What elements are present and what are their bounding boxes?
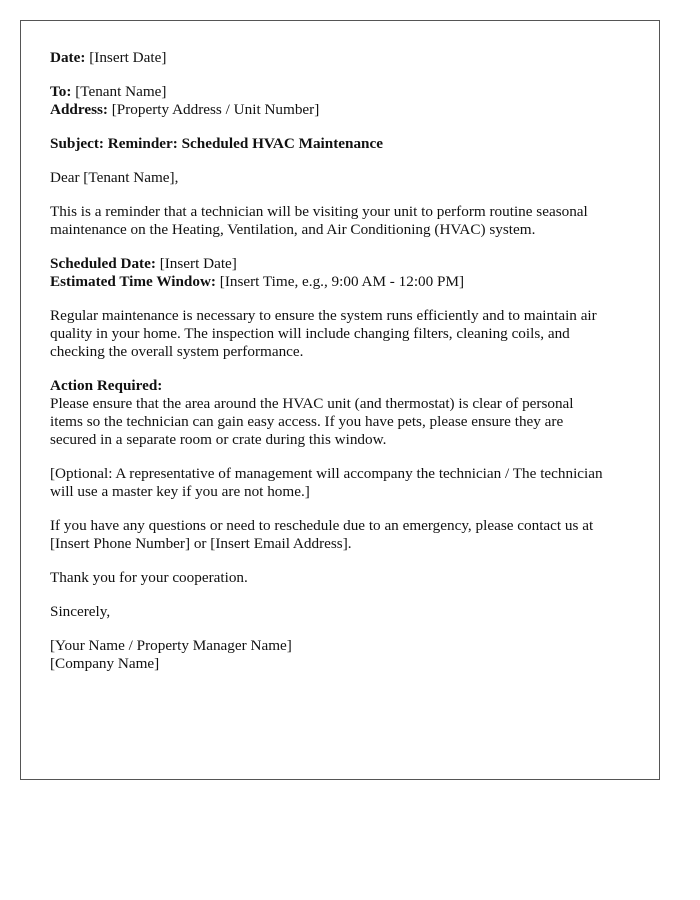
scheduled-date-value: [Insert Date] bbox=[159, 255, 237, 272]
thanks-line: Thank you for your cooperation. bbox=[50, 569, 248, 586]
action-line: Please ensure that the area around the HVAC unit (and thermostat) is clear of personal bbox=[50, 395, 574, 412]
maintenance-line: quality in your home. The inspection will include changing filters, cleaning coils, and bbox=[50, 325, 570, 342]
salutation: Dear [Tenant Name], bbox=[50, 169, 179, 186]
address-line bbox=[50, 101, 640, 119]
intro-paragraph bbox=[50, 203, 640, 239]
to-line bbox=[50, 83, 640, 101]
signature-company: [Company Name] bbox=[50, 655, 160, 672]
optional-line: [Optional: A representative of management will accompany the technician / The technician bbox=[50, 465, 603, 482]
maintenance-line: checking the overall system performance. bbox=[50, 343, 304, 360]
address-value: [Property Address / Unit Number] bbox=[111, 101, 320, 118]
header-block bbox=[50, 49, 640, 67]
date-value: [Insert Date] bbox=[89, 49, 167, 66]
letter-body bbox=[50, 49, 640, 689]
scheduled-date-label: Scheduled Date: bbox=[50, 255, 156, 272]
contact-line: [Insert Phone Number] or [Insert Email Address]. bbox=[50, 535, 352, 552]
closing-line: Sincerely, bbox=[50, 603, 111, 620]
intro-line: maintenance on the Heating, Ventilation, and Air Conditioning (HVAC) system. bbox=[50, 221, 536, 238]
recipient-block bbox=[50, 83, 640, 119]
maintenance-paragraph bbox=[50, 307, 640, 361]
letter-page bbox=[20, 20, 660, 780]
time-window-value: [Insert Time, e.g., 9:00 AM - 12:00 PM] bbox=[219, 273, 465, 290]
date-label: Date: bbox=[50, 49, 86, 66]
signature-block bbox=[50, 637, 640, 673]
time-window-line bbox=[50, 273, 640, 291]
action-label: Action Required: bbox=[50, 377, 163, 394]
scheduled-date-line bbox=[50, 255, 640, 273]
time-window-label: Estimated Time Window: bbox=[50, 273, 216, 290]
subject-line: Subject: Reminder: Scheduled HVAC Maintenance bbox=[50, 135, 383, 152]
contact-paragraph bbox=[50, 517, 640, 553]
signature-name: [Your Name / Property Manager Name] bbox=[50, 637, 292, 654]
action-line: secured in a separate room or crate during this window. bbox=[50, 431, 387, 448]
optional-line: will use a master key if you are not home.] bbox=[50, 483, 310, 500]
date-line bbox=[50, 49, 640, 67]
action-line: items so the technician can gain easy access. If you have pets, please ensure they are bbox=[50, 413, 564, 430]
contact-line: If you have any questions or need to reschedule due to an emergency, please contact us at bbox=[50, 517, 594, 534]
maintenance-line: Regular maintenance is necessary to ensure the system runs efficiently and to maintain air bbox=[50, 307, 597, 324]
address-label: Address: bbox=[50, 101, 108, 118]
action-block bbox=[50, 377, 640, 449]
optional-paragraph bbox=[50, 465, 640, 501]
to-label: To: bbox=[50, 83, 72, 100]
intro-line: This is a reminder that a technician will be visiting your unit to perform routine seasonal bbox=[50, 203, 588, 220]
to-value: [Tenant Name] bbox=[75, 83, 167, 100]
schedule-block bbox=[50, 255, 640, 291]
